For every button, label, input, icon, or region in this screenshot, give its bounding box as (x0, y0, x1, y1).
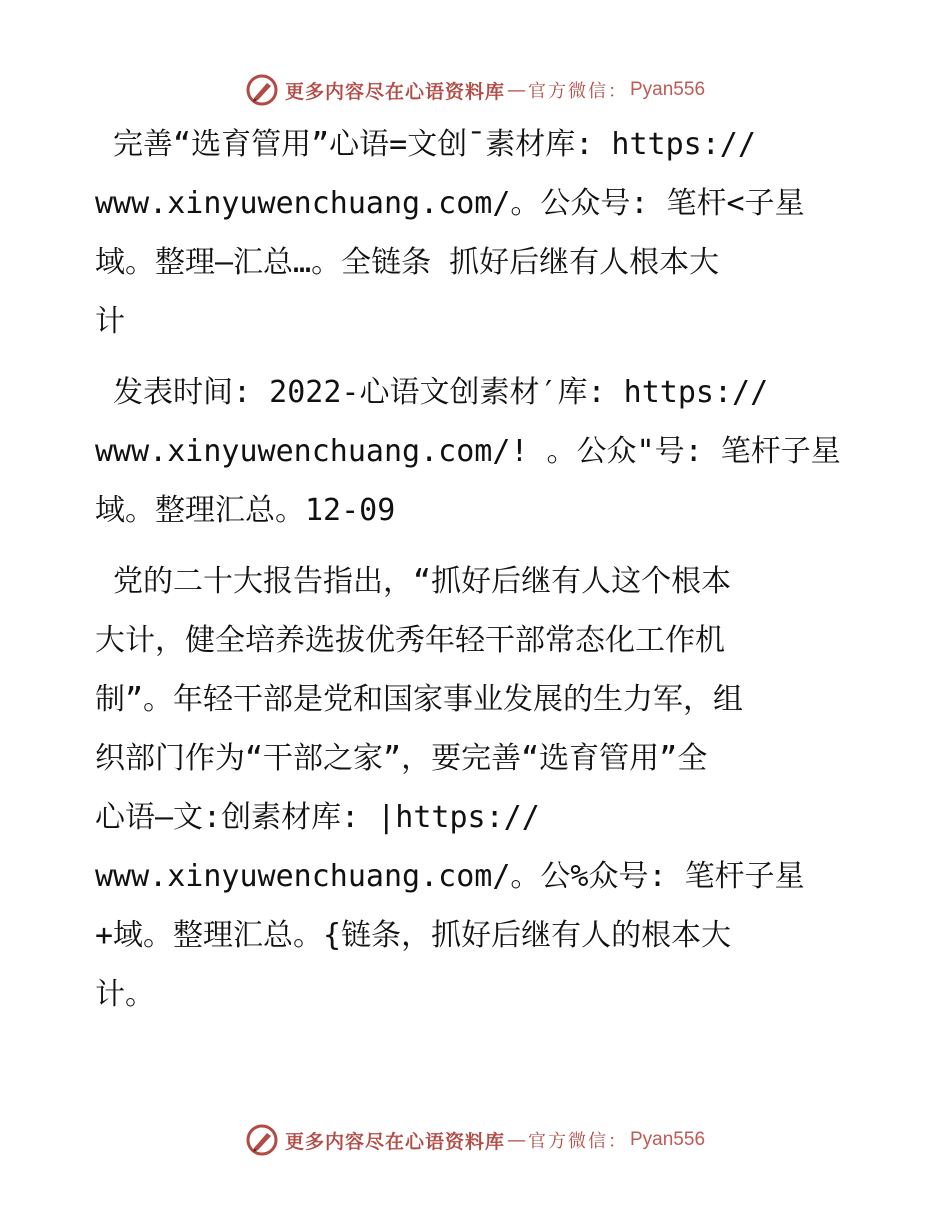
text-line: 计 (95, 304, 125, 339)
banner-wechat-label: 官方微信： (528, 81, 628, 102)
text-line: 域。整理汇总。12-09 (95, 493, 396, 528)
banner-dash: — (507, 79, 526, 101)
text-line: 域。整理—汇总…。全链条 抓好后继有人根本大 (95, 245, 720, 280)
text-line: www.xinyuwenchuang.com/! 。公众"号: 笔杆子星 (95, 434, 841, 469)
document-body (95, 115, 855, 1036)
banner-wechat-id: Pyan556 (630, 79, 706, 100)
text-line: 党的二十大报告指出，“抓好后继有人这个根本 (95, 564, 732, 599)
text-line: 制”。年轻干部是党和国家事业发展的生力军，组 (95, 682, 744, 717)
paragraph-2 (95, 363, 855, 540)
footer-watermark-banner (0, 1120, 950, 1160)
banner-main-text: 更多内容尽在心语资料库 (284, 80, 505, 103)
text-line: +域。整理汇总。{链条，抓好后继有人的根本大 (95, 918, 732, 953)
paragraph-3 (95, 552, 855, 1024)
text-line: 发表时间: 2022-心语文创素材′库: https:// (95, 375, 769, 410)
pen-logo-icon (245, 1123, 279, 1157)
banner-wechat-label: 官方微信： (528, 1131, 628, 1152)
pen-logo-icon (245, 73, 279, 107)
banner-main-text: 更多内容尽在心语资料库 (284, 1130, 505, 1153)
text-line: 计。 (95, 977, 155, 1012)
header-watermark-banner (0, 70, 950, 110)
text-line: 心语—文:创素材库: |https:// (95, 800, 540, 835)
text-line: 大计，健全培养选拔优秀年轻干部常态化工作机 (95, 623, 725, 658)
text-line: 织部门作为“干部之家”，要完善“选育管用”全 (95, 741, 708, 776)
paragraph-1 (95, 115, 855, 351)
text-line: www.xinyuwenchuang.com/。公%众号: 笔杆子星 (95, 859, 805, 894)
banner-wechat-id: Pyan556 (630, 1129, 706, 1150)
banner-dash: — (507, 1129, 526, 1151)
text-line: www.xinyuwenchuang.com/。公众号: 笔杆<子星 (95, 186, 805, 221)
text-line: 完善“选育管用”心语=文创¯素材库: https:// (95, 127, 756, 162)
